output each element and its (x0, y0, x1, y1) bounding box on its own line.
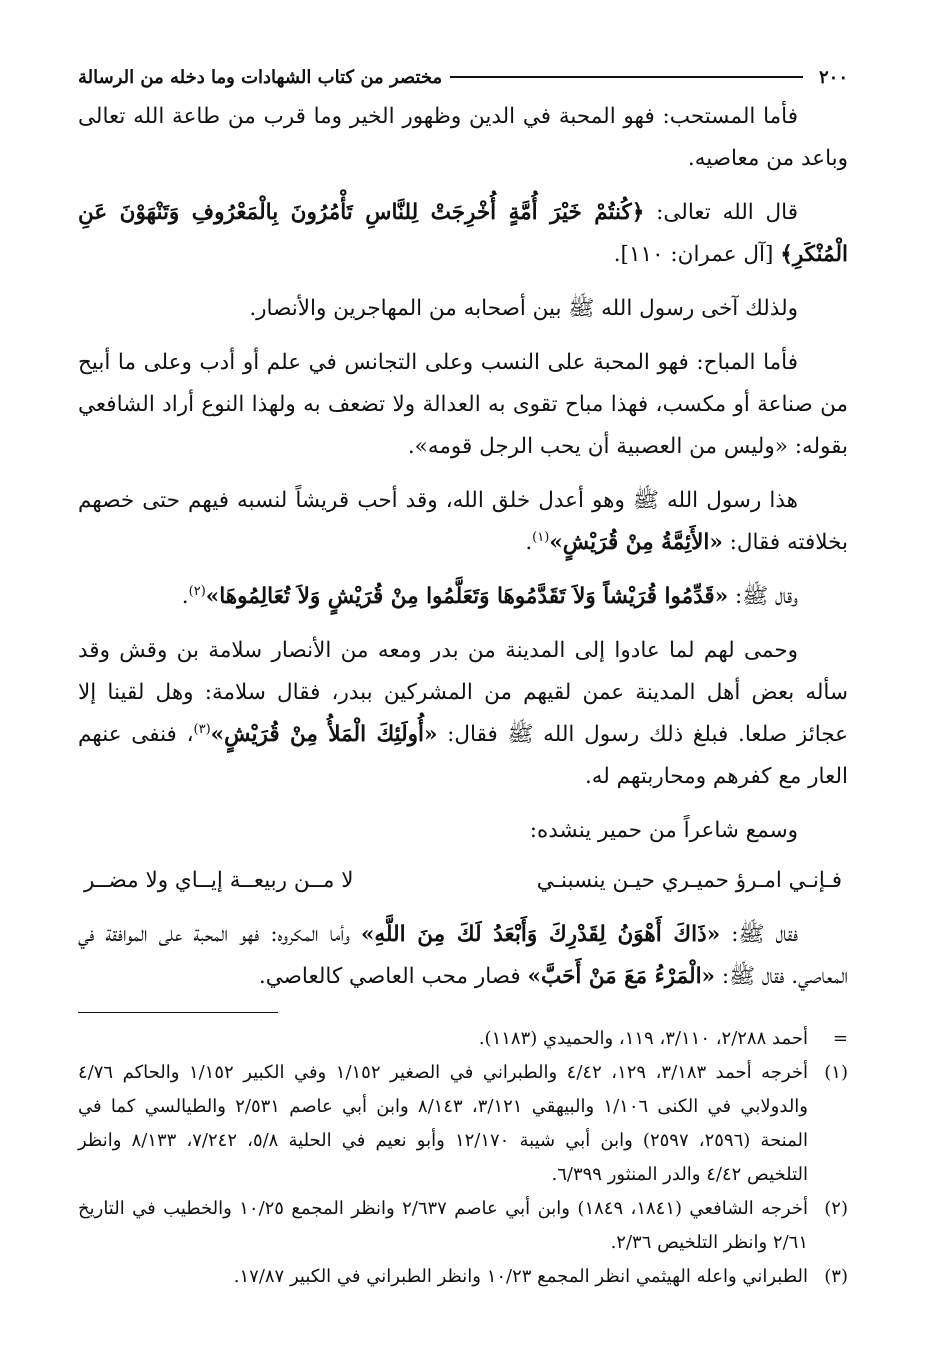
paragraph-mustahabb: فأما المستحب: فهو المحبة في الدين وظهور الخير وما قرب من طاعة الله تعالى وباعد من معاصيه. (78, 104, 848, 171)
footnote-1 (78, 1056, 848, 1192)
verse-first-hemistich: فـإنـي امـرؤ حميـري حيـن ينسبنـي (536, 868, 842, 893)
text-span: وقال ﷺ: (728, 584, 798, 609)
footnote-ref-1: (١) (532, 529, 550, 545)
text-span: وأما المكروه: فهو المحبة على الموافقة في المعاصي. فقال ﷺ: (78, 922, 848, 989)
paragraph-mubah: فأما المباح: فهو المحبة على النسب وعلى التجانس في علم أو أدب وعلى ما أبيح من صناعة أو مكسب، فهذا مباح تقوى به العدالة ولا تضعف به ولهذا النوع أراد الشافعي بقوله: «وليس من العصبية أن يحب الرجل قومه». (78, 350, 848, 459)
paragraph-poet: وسمع شاعراً من حمير ينشده: (529, 818, 798, 843)
footnotes (78, 1022, 848, 1294)
footnote-ref-3: (٣) (193, 721, 211, 737)
footnote-text: الطبراني واعله الهيثمي انظر المجمع ١٠/٢٣ وانظر الطبراني في الكبير ١٧/٨٧. (233, 1266, 808, 1287)
verse-second-hemistich: لا مــن ربيعــة إيــاي ولا مضــر (84, 868, 354, 893)
quran-reference: [آل عمران: ١١٠]. (613, 242, 781, 267)
header-title: مختصر من كتاب الشهادات وما دخله من الرسالة (78, 66, 443, 88)
footnote-text: أخرجه الشافعي (١٨٤١، ١٨٤٩) وابن أبي عاصم ٢/٦٣٧ وانظر المجمع ١٠/٢٥ والخطيب في التاريخ ٢/٦١ وانظر التلخيص ٢/٣٦. (78, 1198, 808, 1253)
paragraph-qaddimu (78, 576, 848, 618)
footnote-mark: = (832, 1028, 848, 1049)
footnote-2 (78, 1192, 848, 1260)
paragraph-salama (78, 630, 848, 798)
footnote-mark: (٢) (824, 1198, 848, 1219)
hadith-text: «أُولَئِكَ الْمَلأُ مِنْ قُرَيْشٍ» (210, 722, 438, 747)
quran-text: ﴿كُنتُمْ خَيْرَ أُمَّةٍ أُخْرِجَتْ لِلنَّاسِ تَأْمُرُونَ بِالْمَعْرُوفِ وَتَنْهَوْنَ عَنِ الْمُنْكَرِ﴾ (78, 200, 848, 267)
footnote-text: أخرجه أحمد ٣/١٨٣، ١٢٩، ٤/٤٢ والطبراني في الصغير ١/١٥٢ وفي الكبير ١/١٥٢ والحاكم ٤/٧٦ والدولابي في الكنى ١/١٠٦ والبيهقي ٣/١٢١، ٨/١٤٣ وابن أبي عاصم ٢/٥٣١ والطيالسي كما في المنحة (٢٥٩٦، ٢٥٩٧) وابن أبي شيبة ١٢/١٧٠ وأبو نعيم في الحلية ٥/٨، ٧/٢٤٢، ٨/١٣٣ وانظر التلخيص ٤/٤٢ والدر المنثور ٦/٣٩٩. (78, 1062, 809, 1185)
hadith-text: «الأَئِمَّةُ مِنْ قُرَيْشٍ» (549, 530, 723, 555)
text-span: . (525, 530, 533, 555)
text-span: هذا رسول الله ﷺ وهو أعدل خلق الله، وقد أحب قريشاً لنسبه فيهم حتى خصهم بخلافته فقال: (78, 488, 848, 555)
text-span: ، فنفى عنهم العار مع كفرهم ومحاربتهم له. (78, 722, 848, 789)
running-header (78, 60, 848, 94)
header-rule (450, 76, 803, 78)
footnote-text: أحمد ٢/٢٨٨، ٣/١١٠، ١١٩، والحميدي (١١٨٣). (478, 1028, 808, 1049)
paragraph-quran-verse (78, 192, 848, 276)
text-span: فصار محب العاصي كالعاصي. (258, 964, 528, 989)
text-span: فقال ﷺ: (720, 922, 798, 947)
footnote-separator (78, 1012, 278, 1013)
book-page (78, 60, 848, 1320)
quran-intro: قال الله تعالى: (644, 200, 799, 225)
footnote-3 (78, 1260, 848, 1294)
hadith-text: «الْمَرْءُ مَعَ مَنْ أَحَبَّ» (527, 964, 715, 989)
footnote-ref-2: (٢) (188, 583, 206, 599)
hadith-text: «ذَاكَ أَهْوَنُ لِقَدْرِكَ وَأَبْعَدُ لَكَ مِنَ اللَّهِ» (360, 922, 721, 947)
paragraph-makruh (78, 914, 848, 998)
text-span: وحمى لهم لما عادوا إلى المدينة من بدر ومعه من الأنصار سلامة بن وقش وقد سأله بعض أهل المدينة عمن لقيهم من المشركين ببدر، فقال سلامة: وهل لقينا إلا عجائز صلعا. فبلغ ذلك رسول الله ﷺ فقال: (78, 638, 848, 747)
paragraph-quraysh (78, 480, 848, 564)
paragraph-muakhat: ولذلك آخى رسول الله ﷺ بين أصحابه من المهاجرين والأنصار. (249, 296, 798, 321)
main-text (78, 96, 848, 1010)
text-span: . (181, 584, 189, 609)
footnote-mark: (٣) (824, 1266, 848, 1287)
hadith-text: «قَدِّمُوا قُرَيْشاً وَلاَ تَقَدَّمُوهَا وَتَعَلَّمُوا مِنْ قُرَيْشٍ وَلاَ تُعَالِمُوهَا» (205, 584, 729, 609)
footnote-continuation (78, 1022, 848, 1056)
page-number: ٢٠٠ (818, 66, 848, 88)
poetry-verse (78, 860, 848, 902)
footnote-mark: (١) (824, 1062, 848, 1083)
